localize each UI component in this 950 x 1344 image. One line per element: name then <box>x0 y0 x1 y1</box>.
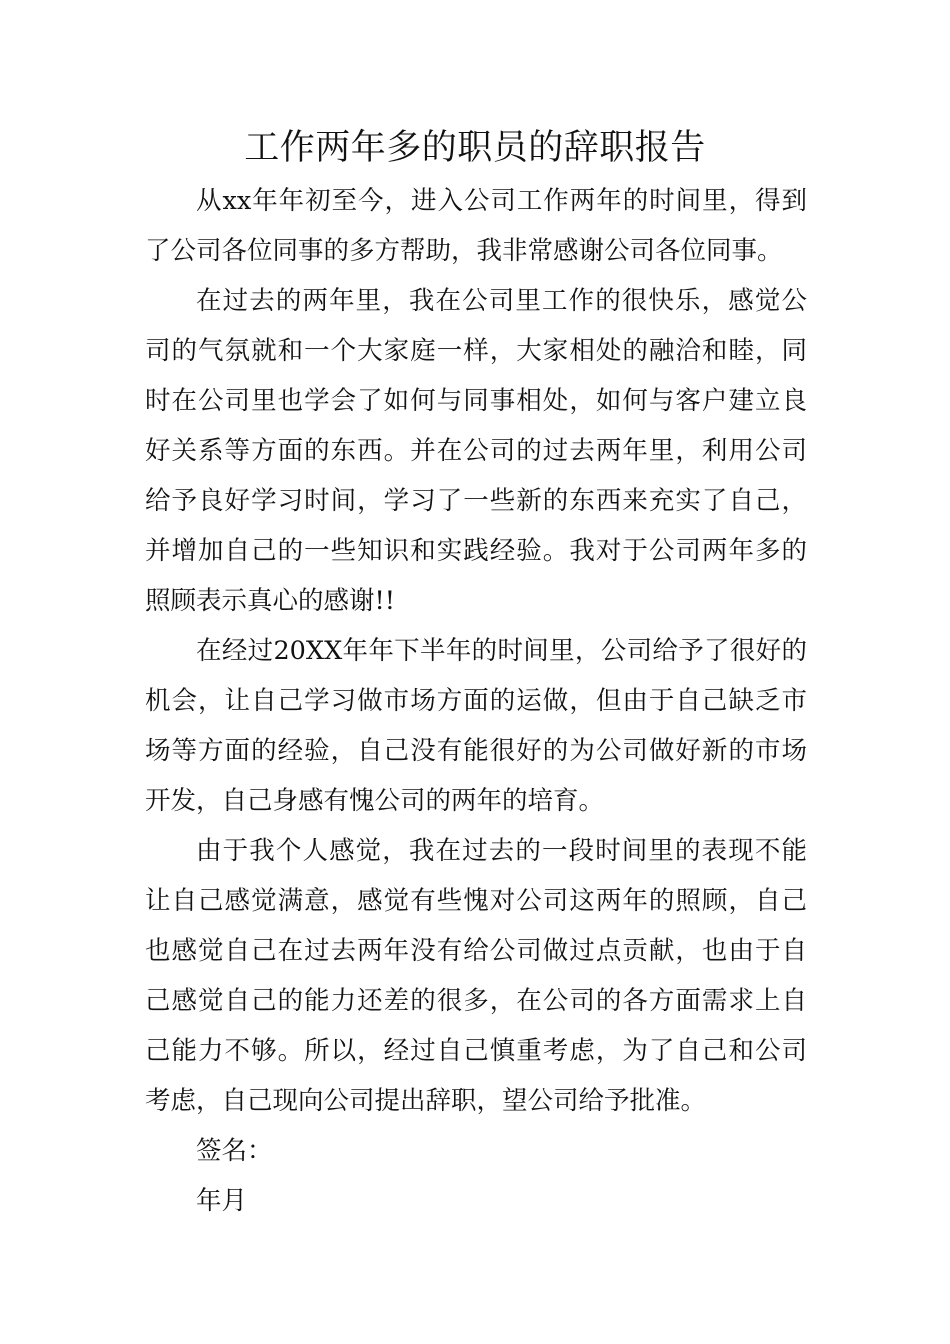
paragraph-2: 在过去的两年里，我在公司里工作的很快乐，感觉公司的气氛就和一个大家庭一样，大家相处的融洽和睦，同时在公司里也学会了如何与同事相处，如何与客户建立良好关系等方面的东西。并在公司的过去两年里，利用公司给予良好学习时间，学习了一些新的东西来充实了自己，并增加自己的一些知识和实践经验。我对于公司两年多的照顾表示真心的感谢!! <box>145 286 807 616</box>
paragraph-3: 在经过20XX年年下半年的时间里，公司给予了很好的机会，让自己学习做市场方面的运做，但由于自己缺乏市场等方面的经验，自己没有能很好的为公司做好新的市场开发，自己身感有愧公司的两年的培育。 <box>145 636 807 816</box>
paragraph-4: 由于我个人感觉，我在过去的一段时间里的表现不能让自己感觉满意，感觉有些愧对公司这两年的照顾，自己也感觉自己在过去两年没有给公司做过点贡献，也由于自己感觉自己的能力还差的很多，在公司的各方面需求上自己能力不够。所以，经过自己慎重考虑，为了自己和公司考虑，自己现向公司提出辞职，望公司给予批准。 <box>145 836 807 1116</box>
date-line: 年月 <box>196 1186 248 1216</box>
paragraph-1: 从xx年年初至今，进入公司工作两年的时间里，得到了公司各位同事的多方帮助，我非常感谢公司各位同事。 <box>145 186 807 266</box>
document-title: 工作两年多的职员的辞职报告 <box>244 128 706 168</box>
signature-line: 签名： <box>196 1136 273 1166</box>
document-body <box>145 176 807 1226</box>
